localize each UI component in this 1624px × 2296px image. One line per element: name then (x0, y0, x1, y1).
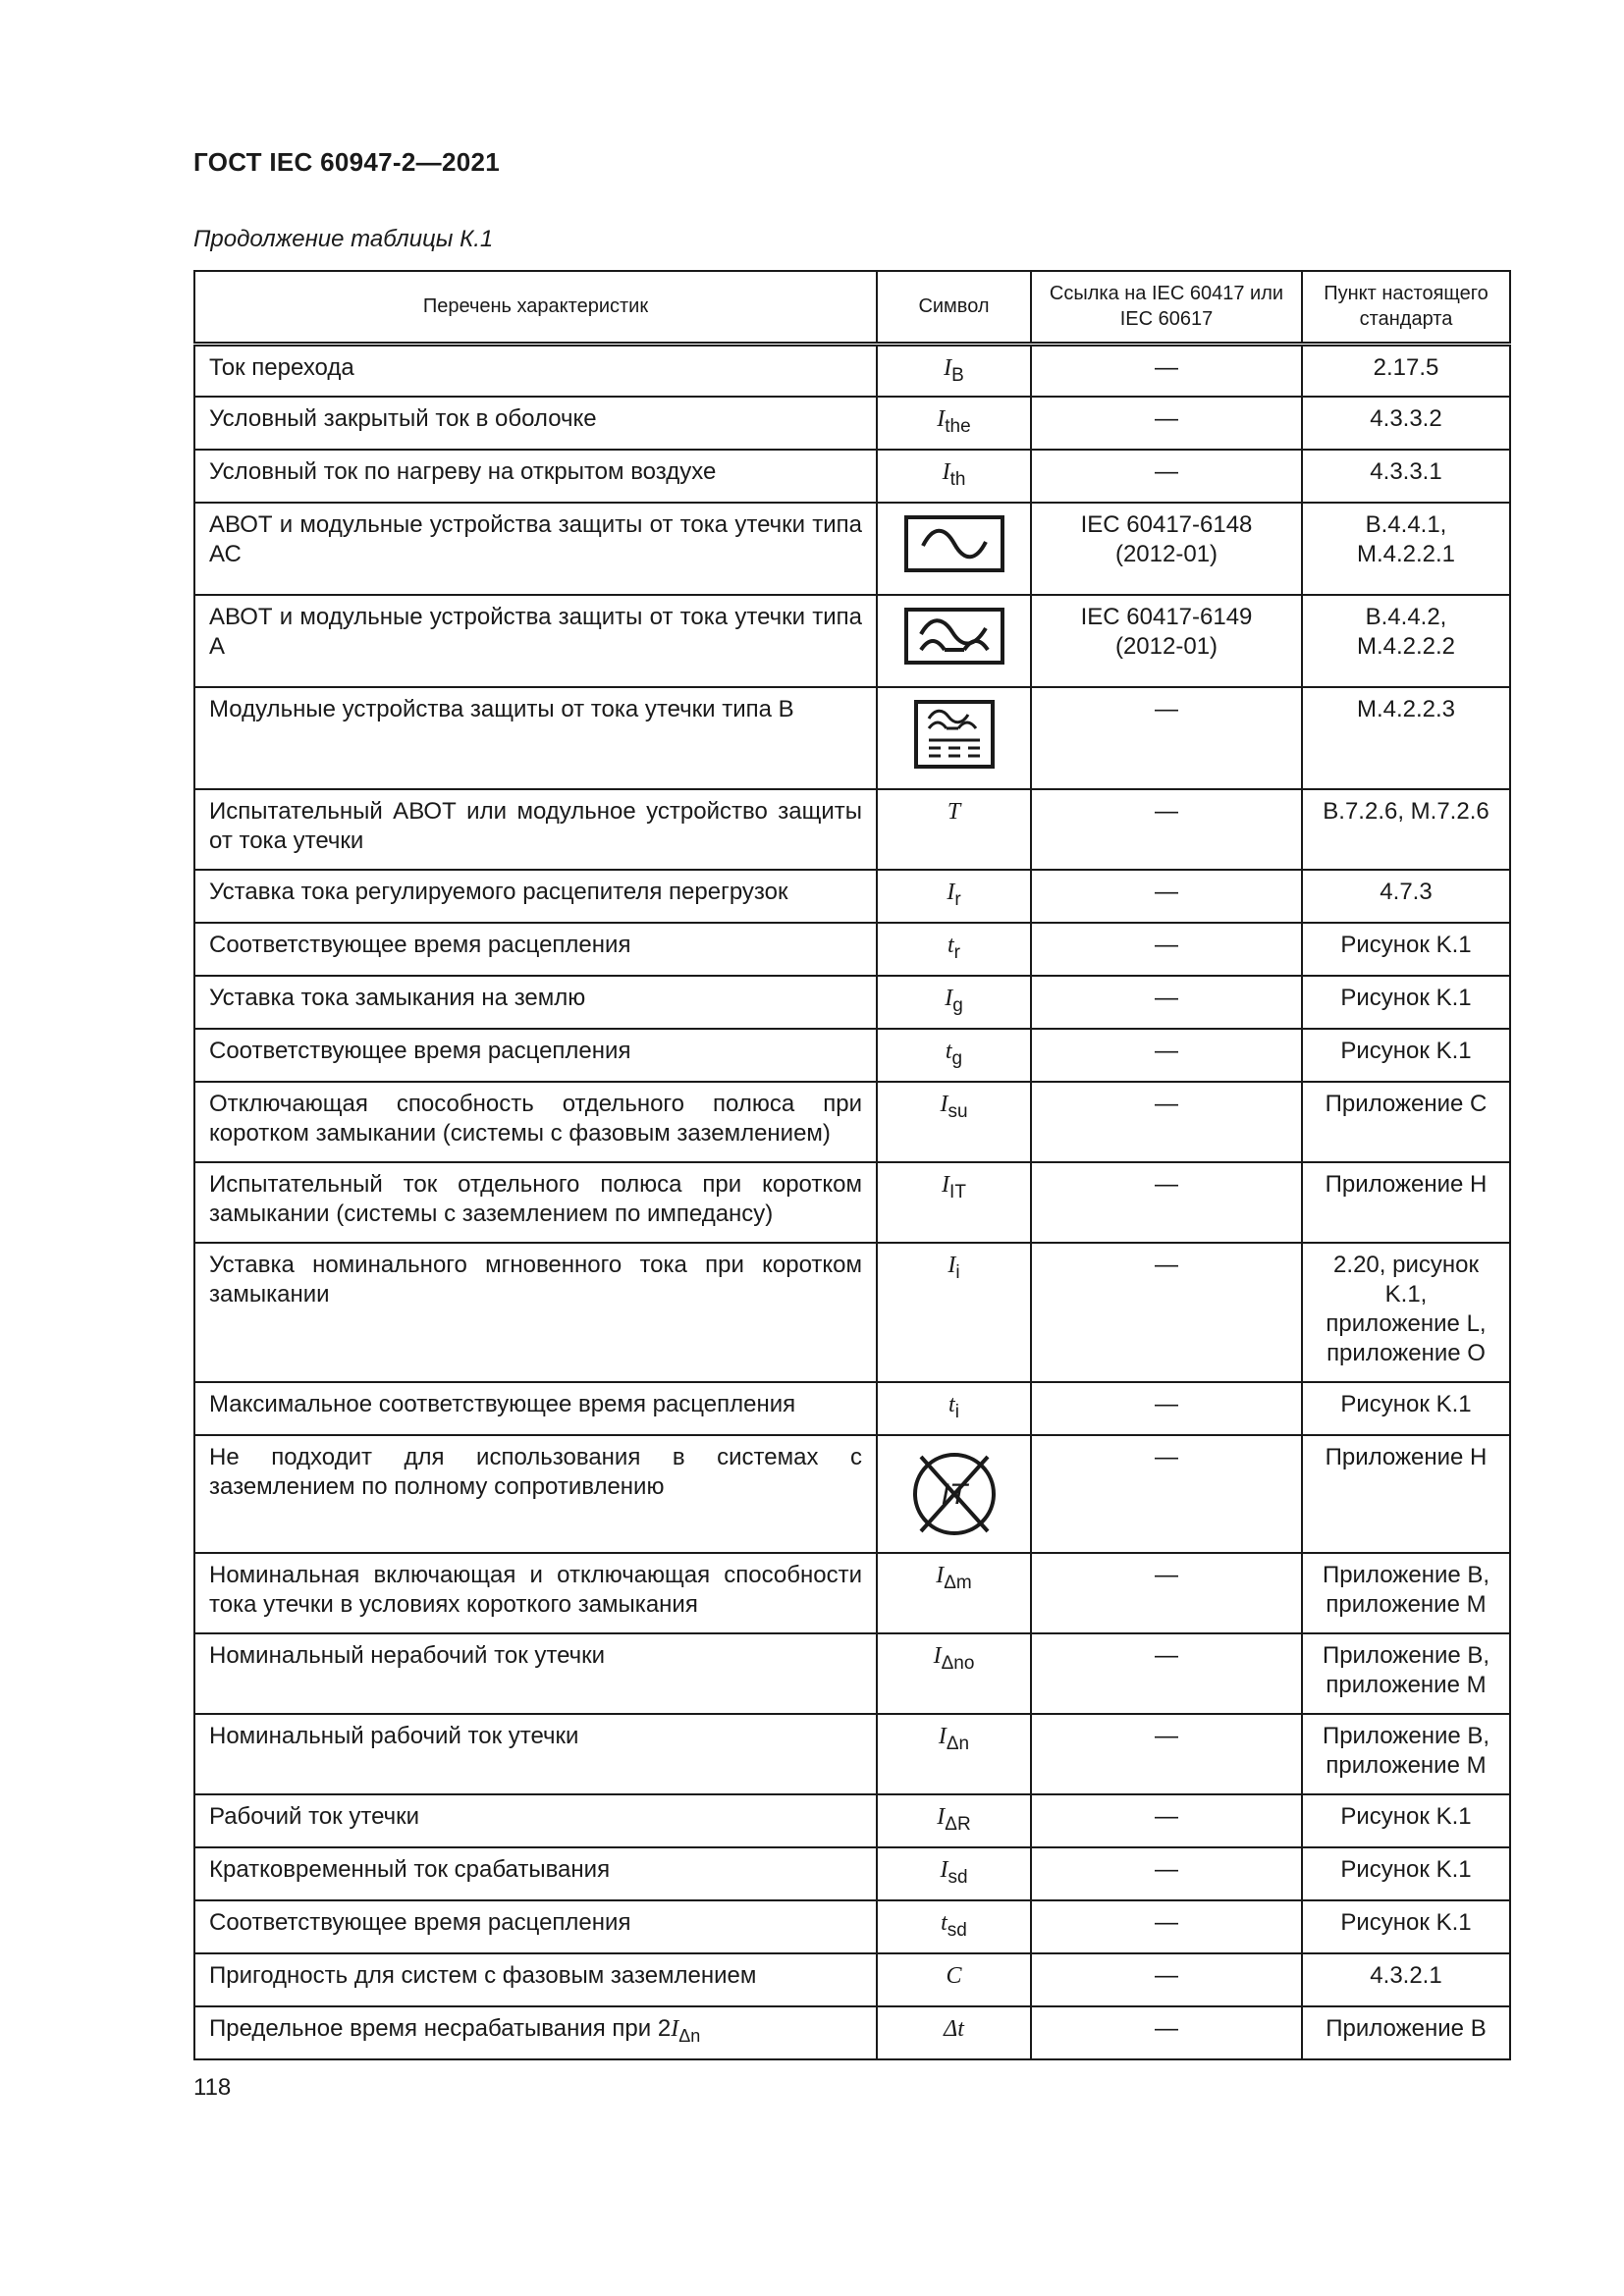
row-characteristic: Ток перехода (194, 344, 877, 397)
row-characteristic: Кратковременный ток срабатывания (194, 1847, 877, 1900)
table-row (194, 503, 1510, 595)
table-row (194, 1029, 1510, 1082)
row-characteristic: Уставка тока замыкания на землю (194, 976, 877, 1029)
row-clause: Рисунок K.1 (1302, 1900, 1510, 1953)
table-row (194, 1633, 1510, 1714)
row-characteristic: Отключающая способность отдельного полюса при коротком замыкании (системы с фазовым заземлением) (194, 1082, 877, 1162)
row-symbol: $I_B$ (877, 344, 1031, 397)
svg-text:IT: IT (941, 1478, 967, 1512)
table-row (194, 1162, 1510, 1243)
row-characteristic: АВОТ и модульные устройства защиты от тока утечки типа АС (194, 503, 877, 595)
row-reference: — (1031, 2006, 1302, 2059)
row-symbol: $I_{th}$ (877, 450, 1031, 503)
row-reference: — (1031, 870, 1302, 923)
row-symbol: T (877, 789, 1031, 870)
table-row (194, 595, 1510, 687)
row-characteristic: Рабочий ток утечки (194, 1794, 877, 1847)
row-characteristic: Не подходит для использования в системах с заземлением по полному сопротивлению (194, 1435, 877, 1553)
row-symbol: $I_{IT}$ (877, 1162, 1031, 1243)
not-for-it-systems-icon (907, 1447, 1001, 1541)
table-row (194, 923, 1510, 976)
row-symbol (877, 595, 1031, 687)
row-symbol: $I_{\Delta m}$ (877, 1553, 1031, 1633)
row-reference: — (1031, 1794, 1302, 1847)
table-row (194, 2006, 1510, 2059)
row-reference: — (1031, 1553, 1302, 1633)
row-characteristic: Номинальный нерабочий ток утечки (194, 1633, 877, 1714)
row-symbol: $t_g$ (877, 1029, 1031, 1082)
table-row (194, 1382, 1510, 1435)
row-clause: Рисунок K.1 (1302, 1382, 1510, 1435)
table-row (194, 397, 1510, 450)
row-characteristic: Испытательный ток отдельного полюса при коротком замыкании (системы с заземлением по импедансу) (194, 1162, 877, 1243)
type-a-residual-current-icon (903, 607, 1005, 666)
row-characteristic: Соответствующее время расцепления (194, 1029, 877, 1082)
row-reference: — (1031, 1633, 1302, 1714)
column-header-symbol: Символ (877, 271, 1031, 344)
row-symbol (877, 687, 1031, 789)
type-b-residual-current-icon (913, 699, 996, 770)
row-reference: — (1031, 1029, 1302, 1082)
column-header-characteristics: Перечень характеристик (194, 271, 877, 344)
row-clause: Приложение B, приложение M (1302, 1633, 1510, 1714)
row-clause: Приложение H (1302, 1162, 1510, 1243)
characteristics-table (193, 270, 1511, 2060)
row-clause: B.4.4.2, M.4.2.2.2 (1302, 595, 1510, 687)
row-reference: — (1031, 1082, 1302, 1162)
row-symbol (877, 1435, 1031, 1553)
row-clause: Рисунок K.1 (1302, 1794, 1510, 1847)
row-characteristic: Номинальный рабочий ток утечки (194, 1714, 877, 1794)
row-symbol: C (877, 1953, 1031, 2006)
row-clause: Приложение B (1302, 2006, 1510, 2059)
column-header-reference: Ссылка на IEC 60417 или IEC 60617 (1031, 271, 1302, 344)
row-reference: — (1031, 450, 1302, 503)
row-clause: Приложение C (1302, 1082, 1510, 1162)
page-number: 118 (193, 2074, 232, 2101)
table-row (194, 1082, 1510, 1162)
row-reference: — (1031, 976, 1302, 1029)
row-reference: — (1031, 1847, 1302, 1900)
row-clause: 2.17.5 (1302, 344, 1510, 397)
row-reference: — (1031, 789, 1302, 870)
row-reference: — (1031, 1382, 1302, 1435)
row-characteristic: Предельное время несрабатывания при $2I_{\Delta n}$ (194, 2006, 877, 2059)
row-reference: — (1031, 1162, 1302, 1243)
row-reference: IEC 60417-6149 (2012-01) (1031, 595, 1302, 687)
row-characteristic: Уставка номинального мгновенного тока при коротком замыкании (194, 1243, 877, 1382)
row-characteristic: Условный ток по нагреву на открытом воздухе (194, 450, 877, 503)
table-row (194, 1714, 1510, 1794)
row-reference: — (1031, 923, 1302, 976)
table-row (194, 344, 1510, 397)
row-clause: B.4.4.1, M.4.2.2.1 (1302, 503, 1510, 595)
row-symbol: $t_{sd}$ (877, 1900, 1031, 1953)
row-clause: Рисунок K.1 (1302, 1029, 1510, 1082)
column-header-clause: Пункт настоящего стандарта (1302, 271, 1510, 344)
row-symbol: Δt (877, 2006, 1031, 2059)
row-symbol: $I_g$ (877, 976, 1031, 1029)
row-characteristic: Максимальное соответствующее время расцепления (194, 1382, 877, 1435)
row-characteristic: Соответствующее время расцепления (194, 1900, 877, 1953)
row-clause: Приложение H (1302, 1435, 1510, 1553)
row-symbol: $I_{\Delta no}$ (877, 1633, 1031, 1714)
row-clause: 2.20, рисунок K.1, приложение L, приложение O (1302, 1243, 1510, 1382)
row-clause: 4.3.2.1 (1302, 1953, 1510, 2006)
table-row (194, 1953, 1510, 2006)
row-clause: 4.3.3.2 (1302, 397, 1510, 450)
row-symbol: $I_{the}$ (877, 397, 1031, 450)
row-clause: Рисунок K.1 (1302, 976, 1510, 1029)
table-caption: Продолжение таблицы К.1 (193, 226, 494, 252)
ac-residual-current-icon (903, 514, 1005, 573)
table-header-row (194, 271, 1510, 344)
row-symbol: $I_{sd}$ (877, 1847, 1031, 1900)
table-row (194, 1553, 1510, 1633)
table-row (194, 1794, 1510, 1847)
row-characteristic: Условный закрытый ток в оболочке (194, 397, 877, 450)
row-characteristic: Модульные устройства защиты от тока утечки типа В (194, 687, 877, 789)
row-symbol: $I_i$ (877, 1243, 1031, 1382)
row-clause: B.7.2.6, M.7.2.6 (1302, 789, 1510, 870)
table-row (194, 870, 1510, 923)
table-row (194, 687, 1510, 789)
document-header: ГОСТ IEC 60947-2—2021 (193, 147, 500, 177)
row-reference: — (1031, 687, 1302, 789)
row-symbol: $I_{\Delta n}$ (877, 1714, 1031, 1794)
row-reference: IEC 60417-6148 (2012-01) (1031, 503, 1302, 595)
row-symbol (877, 503, 1031, 595)
row-reference: — (1031, 1953, 1302, 2006)
row-symbol: $t_r$ (877, 923, 1031, 976)
row-reference: — (1031, 1714, 1302, 1794)
row-symbol: $I_r$ (877, 870, 1031, 923)
row-characteristic: Номинальная включающая и отключающая способности тока утечки в условиях короткого замыкания (194, 1553, 877, 1633)
row-clause: Приложение B, приложение M (1302, 1553, 1510, 1633)
table-row (194, 789, 1510, 870)
table-row (194, 1435, 1510, 1553)
table-row (194, 1847, 1510, 1900)
row-clause: 4.3.3.1 (1302, 450, 1510, 503)
table-row (194, 976, 1510, 1029)
row-clause: M.4.2.2.3 (1302, 687, 1510, 789)
row-clause: Приложение B, приложение M (1302, 1714, 1510, 1794)
row-symbol: $I_{\Delta R}$ (877, 1794, 1031, 1847)
row-characteristic: Испытательный АВОТ или модульное устройство защиты от тока утечки (194, 789, 877, 870)
row-reference: — (1031, 344, 1302, 397)
row-symbol: $t_i$ (877, 1382, 1031, 1435)
row-symbol: $I_{su}$ (877, 1082, 1031, 1162)
row-reference: — (1031, 1243, 1302, 1382)
table-row (194, 450, 1510, 503)
row-characteristic: Уставка тока регулируемого расцепителя перегрузок (194, 870, 877, 923)
row-characteristic: АВОТ и модульные устройства защиты от тока утечки типа А (194, 595, 877, 687)
table-row (194, 1243, 1510, 1382)
row-reference: — (1031, 1900, 1302, 1953)
row-clause: Рисунок K.1 (1302, 1847, 1510, 1900)
row-reference: — (1031, 397, 1302, 450)
row-clause: 4.7.3 (1302, 870, 1510, 923)
row-reference: — (1031, 1435, 1302, 1553)
row-characteristic: Соответствующее время расцепления (194, 923, 877, 976)
row-characteristic: Пригодность для систем с фазовым заземлением (194, 1953, 877, 2006)
table-row (194, 1900, 1510, 1953)
row-clause: Рисунок K.1 (1302, 923, 1510, 976)
